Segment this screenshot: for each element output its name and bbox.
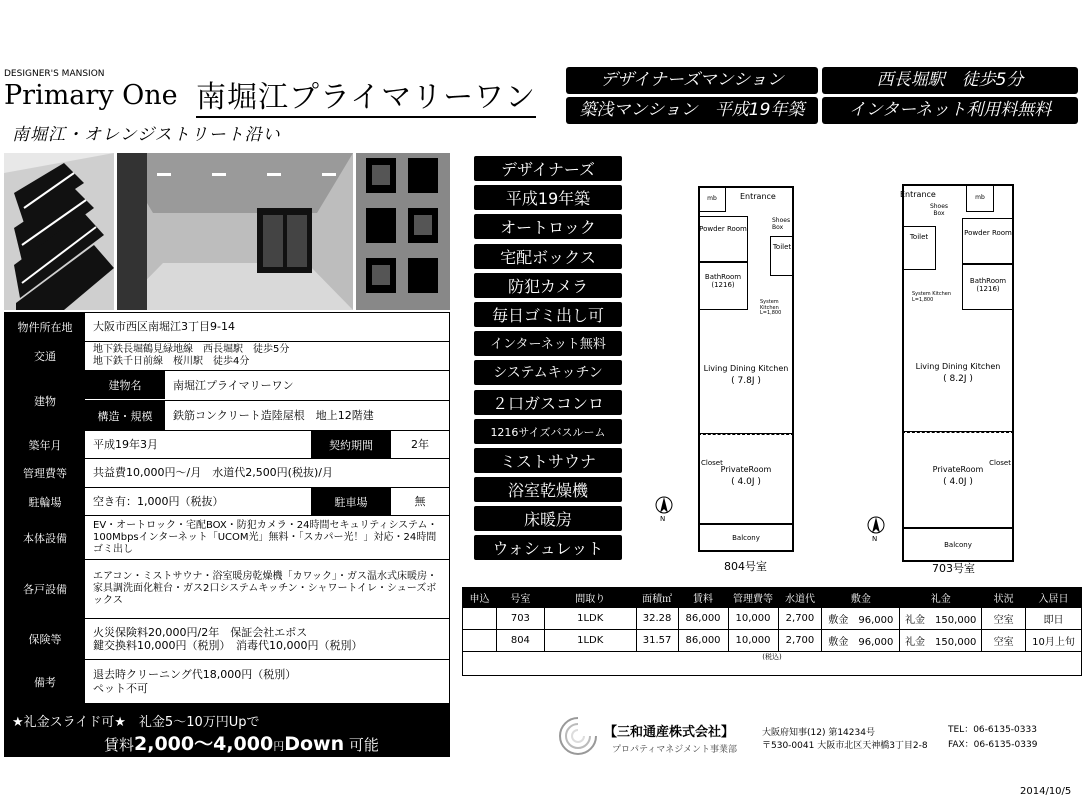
private-room-size: ( 4.0J ) [943, 477, 973, 487]
table-cell: 空室 [982, 608, 1026, 630]
table-cell: 2,700 [778, 608, 822, 630]
property-info-table [4, 312, 450, 704]
bathroom: BathRoom (1216) [962, 264, 1014, 310]
parking-value: 無 [414, 494, 426, 508]
balcony: Balcony [698, 524, 794, 552]
table-cell: 10,000 [728, 630, 778, 652]
shoes-box-label: Shoes Box [772, 217, 791, 231]
toilet: Toilet [902, 226, 936, 270]
company-license: 大阪府知事(12) 第14234号 [762, 728, 875, 738]
contract-value: 2年 [411, 437, 429, 451]
promo-down: Down [284, 733, 345, 755]
private-room [902, 432, 1014, 528]
document-date: 2014/10/5 [1020, 786, 1072, 797]
system-kitchen-label: System Kitchen L=1,800 [760, 299, 782, 316]
remarks-label: 備考 [5, 660, 85, 703]
col-header: 水道代 [778, 588, 822, 608]
tag-internet: インターネット利用料無料 [822, 97, 1078, 124]
promo-amount: 2,000～4,000 [134, 733, 274, 755]
table-cell: 86,000 [678, 630, 728, 652]
bike-label: 駐輪場 [5, 488, 85, 515]
exterior-photo [4, 153, 114, 310]
insurance-line-1: 火災保険料20,000円/2年 保証会社エポス [93, 625, 308, 639]
facility-label: 本体設備 [5, 516, 85, 559]
table-cell: 即日 [1026, 608, 1082, 630]
feature-item: 床暖房 [474, 506, 622, 531]
feature-item: ミストサウナ [474, 448, 622, 473]
address-value: 大阪市西区南堀江3丁目9-14 [93, 320, 235, 334]
feature-item: 宅配ボックス [474, 244, 622, 269]
table-cell: 32.28 [636, 608, 678, 630]
table-row [463, 608, 1082, 630]
powder-room: Powder Room [698, 216, 748, 262]
ldk-size: ( 8.2J ) [943, 374, 973, 384]
company-division: プロパティマネジメント事業部 [612, 745, 738, 755]
unit-value: エアコン・ミストサウナ・浴室暖房乾燥機「カワック」・ガス温水式床暖房・家具調洗面化粧台・ガス2口システムキッチン・シャワートイレ・シューズボックス [93, 571, 437, 606]
table-header-row [463, 588, 1082, 608]
transport-line-2: 地下鉄千日前線 桜川駅 徒歩4分 [93, 356, 250, 367]
ldk-room [902, 314, 1014, 432]
north-label: N [872, 535, 878, 543]
promo-prefix: 賃料 [104, 736, 135, 754]
building-name-value: 南堀江プライマリーワン [173, 378, 294, 392]
entrance-photo [117, 153, 353, 310]
table-cell [463, 630, 497, 652]
promo-line-1: ★礼金スライド可★ 礼金5～10万円Upで [12, 715, 260, 730]
company-address: 〒530-0041 大阪市北区天神橋3丁目2-8 [762, 741, 928, 751]
tag-designers: デザイナーズマンション [566, 67, 818, 94]
facility-value: EV・オートロック・宅配BOX・防犯カメラ・24時間セキュリティシステム・100Mbpsインターネット「UCOM光」無料・「スカパー光！」対応・24時間ゴミ出し [93, 519, 438, 555]
table-cell: 礼金 150,000 [900, 608, 982, 630]
private-room-label: PrivateRoom [720, 465, 772, 474]
plan-caption-703: 703号室 [932, 562, 975, 575]
company-fax: FAX：06-6135-0339 [948, 740, 1038, 750]
feature-item: 浴室乾燥機 [474, 477, 622, 502]
table-cell: 1LDK [544, 608, 636, 630]
insurance-label: 保険等 [5, 619, 85, 659]
building-label: 建物 [5, 371, 85, 430]
ldk-label: Living Dining Kitchen [915, 362, 1001, 371]
brand-subtitle: DESIGNER'S MANSION [4, 69, 105, 79]
feature-item: システムキッチン [474, 360, 622, 385]
table-row [463, 630, 1082, 652]
remarks-value [85, 660, 449, 703]
mb-box: mb [966, 184, 994, 212]
bike-value: 空き有：1,000円（税抜） [93, 494, 224, 508]
table-cell: 敷金 96,000 [822, 608, 900, 630]
table-cell [463, 608, 497, 630]
table-cell: 86,000 [678, 608, 728, 630]
transport-line-1: 地下鉄長堀鶴見緑地線 西長堀駅 徒歩5分 [93, 344, 290, 355]
table-cell: 敷金 96,000 [822, 630, 900, 652]
feature-item: デザイナーズ [474, 156, 622, 181]
photo-strip [4, 153, 450, 310]
closet-label: Closet [701, 459, 723, 467]
floor-plan-804 [690, 156, 802, 573]
interior-photo [356, 153, 450, 310]
feature-item: オートロック [474, 214, 622, 239]
table-note-row [463, 652, 1082, 676]
feature-item: 防犯カメラ [474, 273, 622, 298]
table-cell: 2,700 [778, 630, 822, 652]
col-header: 面積㎡ [636, 588, 678, 608]
promo-line-2 [104, 729, 379, 756]
ldk-room [698, 318, 794, 434]
col-header: 敷金 [822, 588, 900, 608]
location-subtitle: 南堀江・オレンジストリート沿い [12, 125, 281, 145]
floor-plan-703 [896, 156, 1022, 574]
private-room-label: PrivateRoom [932, 465, 984, 474]
shoes-box-label: Shoes Box [929, 203, 949, 217]
feature-item: ２口ガスコンロ [474, 390, 622, 415]
feature-item: ウォシュレット [474, 535, 622, 560]
company-name: 【三和通産株式会社】 [604, 725, 735, 740]
promo-banner [4, 703, 450, 757]
private-room-size: ( 4.0J ) [731, 477, 761, 487]
bathroom: BathRoom (1216) [698, 262, 748, 310]
unit-label: 各戸設備 [5, 560, 85, 618]
transport-value [85, 342, 449, 370]
insurance-line-2: 鍵交換料10,000円（税別） 消毒代10,000円（税別） [93, 639, 363, 652]
fee-value: 共益費10,000円～/月 水道代2,500円(税抜)/月 [93, 466, 333, 480]
fee-label: 管理費等 [5, 459, 85, 487]
plan-caption-804: 804号室 [724, 560, 767, 573]
tag-built: 築浅マンション 平成19年築 [566, 97, 818, 124]
ldk-label: Living Dining Kitchen [703, 364, 789, 373]
built-label: 築年月 [5, 431, 85, 458]
feature-item: 平成19年築 [474, 185, 622, 210]
table-cell: 10,000 [728, 608, 778, 630]
ldk-size: ( 7.8J ) [731, 376, 761, 386]
powder-room: Powder Room [962, 218, 1014, 264]
promo-unit: 円 [273, 740, 285, 753]
entrance-label: Entrance [740, 192, 776, 201]
tag-station: 西長堀駅 徒歩5分 [822, 67, 1078, 94]
company-logo-icon [556, 714, 600, 758]
feature-item: 1216サイズバスルーム [474, 419, 622, 444]
transport-label: 交通 [5, 342, 85, 370]
structure-value: 鉄筋コンクリート造陸屋根 地上12階建 [173, 408, 374, 422]
table-cell: 31.57 [636, 630, 678, 652]
parking-label: 駐車場 [311, 488, 391, 515]
table-cell: 礼金 150,000 [900, 630, 982, 652]
table-cell: 703 [496, 608, 544, 630]
system-kitchen-label: System Kitchen L=1,800 [912, 291, 952, 303]
contract-label: 契約期間 [311, 431, 391, 458]
closet-label: Closet [989, 459, 1011, 467]
col-header: 間取り [544, 588, 636, 608]
brand-name: Primary One [4, 80, 178, 111]
col-header: 申込 [463, 588, 497, 608]
north-label: N [660, 515, 666, 523]
table-cell: 1LDK [544, 630, 636, 652]
col-header: 入居日 [1026, 588, 1082, 608]
mb-box: mb [698, 186, 726, 212]
private-room [698, 434, 794, 524]
structure-label: 構造・規模 [85, 401, 165, 430]
balcony: Balcony [902, 528, 1014, 562]
promo-suffix: 可能 [348, 736, 379, 754]
table-cell: 10月上旬 [1026, 630, 1082, 652]
building-name-label: 建物名 [85, 371, 165, 400]
company-tel: TEL：06-6135-0333 [948, 725, 1037, 735]
col-header: 礼金 [900, 588, 982, 608]
remarks-line-1: 退去時クリーニング代18,000円（税別） [93, 668, 297, 682]
north-arrow-icon [654, 495, 674, 525]
rent-table [462, 587, 1082, 676]
feature-list [474, 156, 622, 565]
built-value: 平成19年3月 [93, 437, 158, 451]
table-cell: 空室 [982, 630, 1026, 652]
address-label: 物件所在地 [5, 313, 85, 341]
insurance-value [85, 619, 449, 659]
col-header: 状況 [982, 588, 1026, 608]
page-title: 南堀江プライマリーワン [196, 72, 536, 118]
col-header: 管理費等 [728, 588, 778, 608]
feature-item: インターネット無料 [474, 331, 622, 356]
north-arrow-icon [866, 515, 886, 545]
toilet: Toilet [770, 236, 794, 276]
feature-item: 毎日ゴミ出し可 [474, 302, 622, 327]
col-header: 号室 [496, 588, 544, 608]
table-cell: 804 [496, 630, 544, 652]
col-header: 賃料 [678, 588, 728, 608]
tax-note: (税込) [463, 652, 1082, 676]
entrance-label: Entrance [900, 190, 936, 199]
remarks-line-2: ペット不可 [93, 681, 148, 695]
